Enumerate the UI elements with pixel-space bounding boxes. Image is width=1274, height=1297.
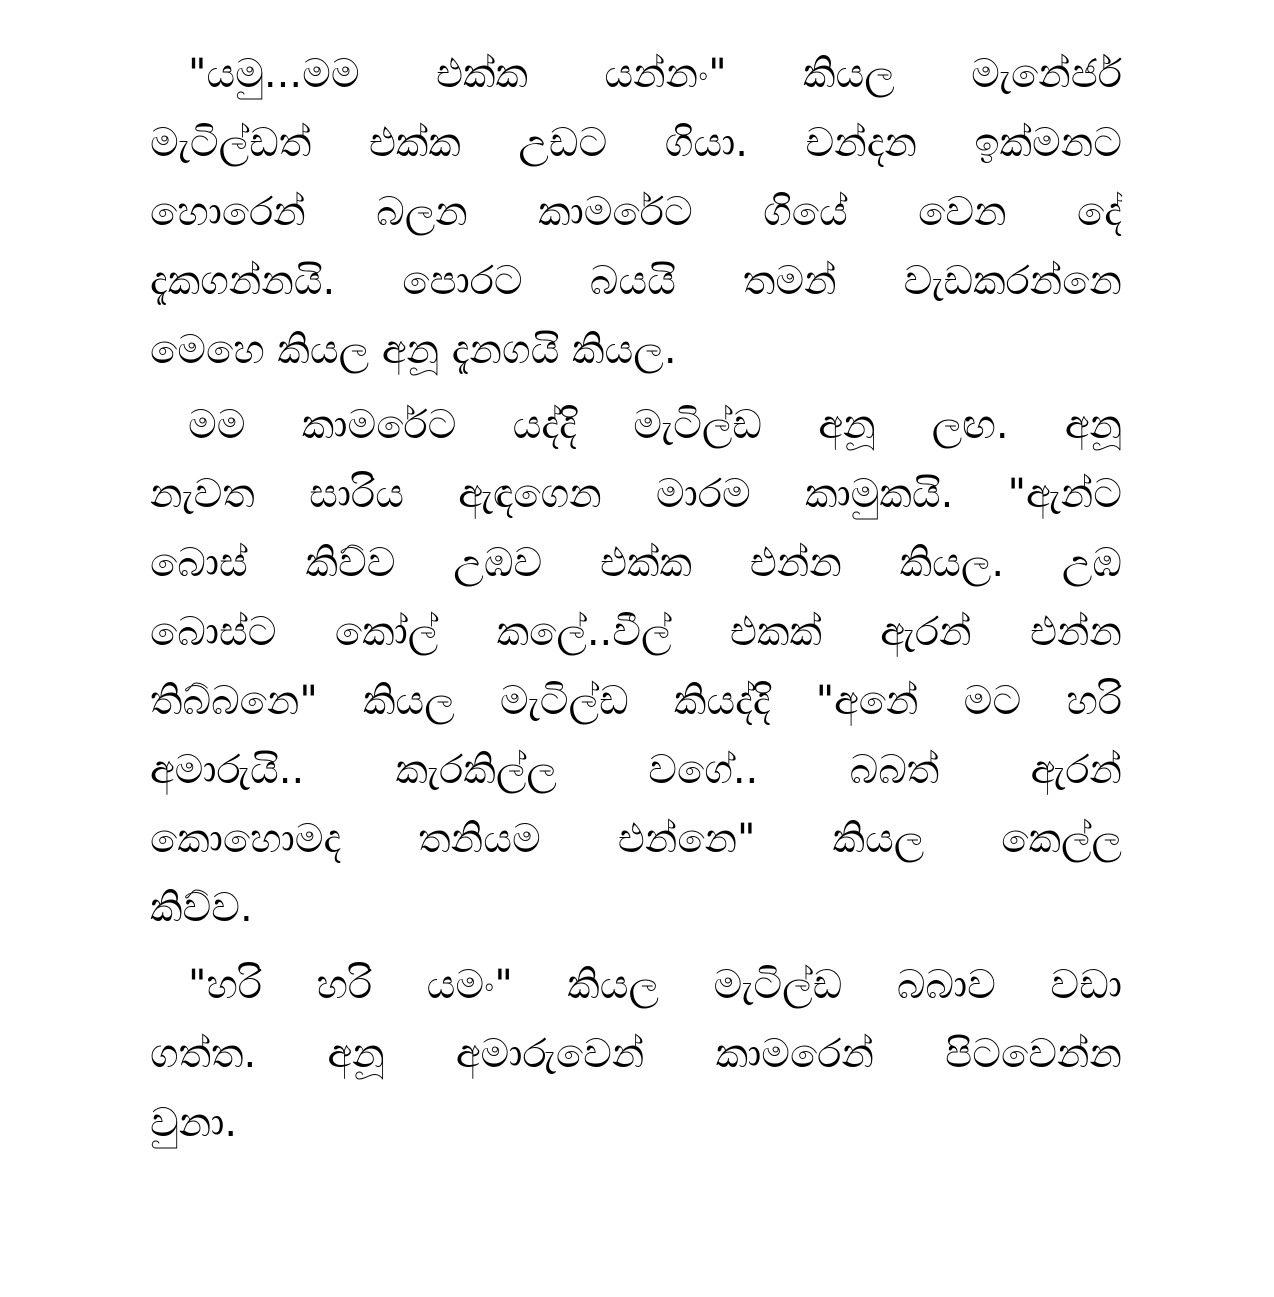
text-line: බොස් කිව්ව උඹව එක්ක එන්න කියල. උඹ <box>150 540 1122 586</box>
text-line: බොස්ට කෝල් කලේ..වීල් එකක් ඇරන් එන්න <box>150 609 1122 655</box>
text-line: දැකගන්නයි. පොරට බයයි තමන් වැඩකරන්නෙ <box>150 258 1122 304</box>
text-line: මෙහෙ කියල අනූ දැනගයි කියල. <box>150 327 677 373</box>
text-line: කොහොමද තනියම එන්නෙ" කියල කෙල්ල <box>150 816 1122 862</box>
paragraph-3 <box>150 951 1122 1158</box>
text-line: "යමු...මම එක්ක යන්නං" කියල මැනේජර් <box>188 51 1122 97</box>
text-line: තිබ්බනෙ" කියල මැටිල්ඩ කියද්දි "අනේ මට හරි <box>150 678 1122 724</box>
paragraph-1 <box>150 40 1122 385</box>
text-line: කිව්ව. <box>150 885 253 931</box>
text-line: වුනා. <box>150 1100 238 1146</box>
text-line: "හරි හරි යමං" කියල මැටිල්ඩ බබාව වඩා <box>188 962 1122 1008</box>
text-line: ගත්ත. අනූ අමාරුවෙන් කාමරෙන් පිටවෙන්න <box>150 1031 1122 1077</box>
paragraph-2 <box>150 391 1122 943</box>
text-line: මම කාමරේට යද්දි මැටිල්ඩ අනූ ලඟ. අනූ <box>188 402 1122 448</box>
text-line: හොරෙන් බලන කාමරේට ගියේ වෙන දේ <box>150 189 1122 235</box>
text-line: අමාරුයි.. කැරකිල්ල වගේ.. බබත් ඇරන් <box>150 747 1122 793</box>
text-line: මැටිල්ඩත් එක්ක උඩට ගියා. චන්දන ඉක්මනට <box>150 120 1122 166</box>
text-line: නැවත සාරිය ඇඳගෙන මාරම කාමුකයි. "ඇන්ට <box>150 471 1122 517</box>
document-page <box>150 40 1122 1260</box>
